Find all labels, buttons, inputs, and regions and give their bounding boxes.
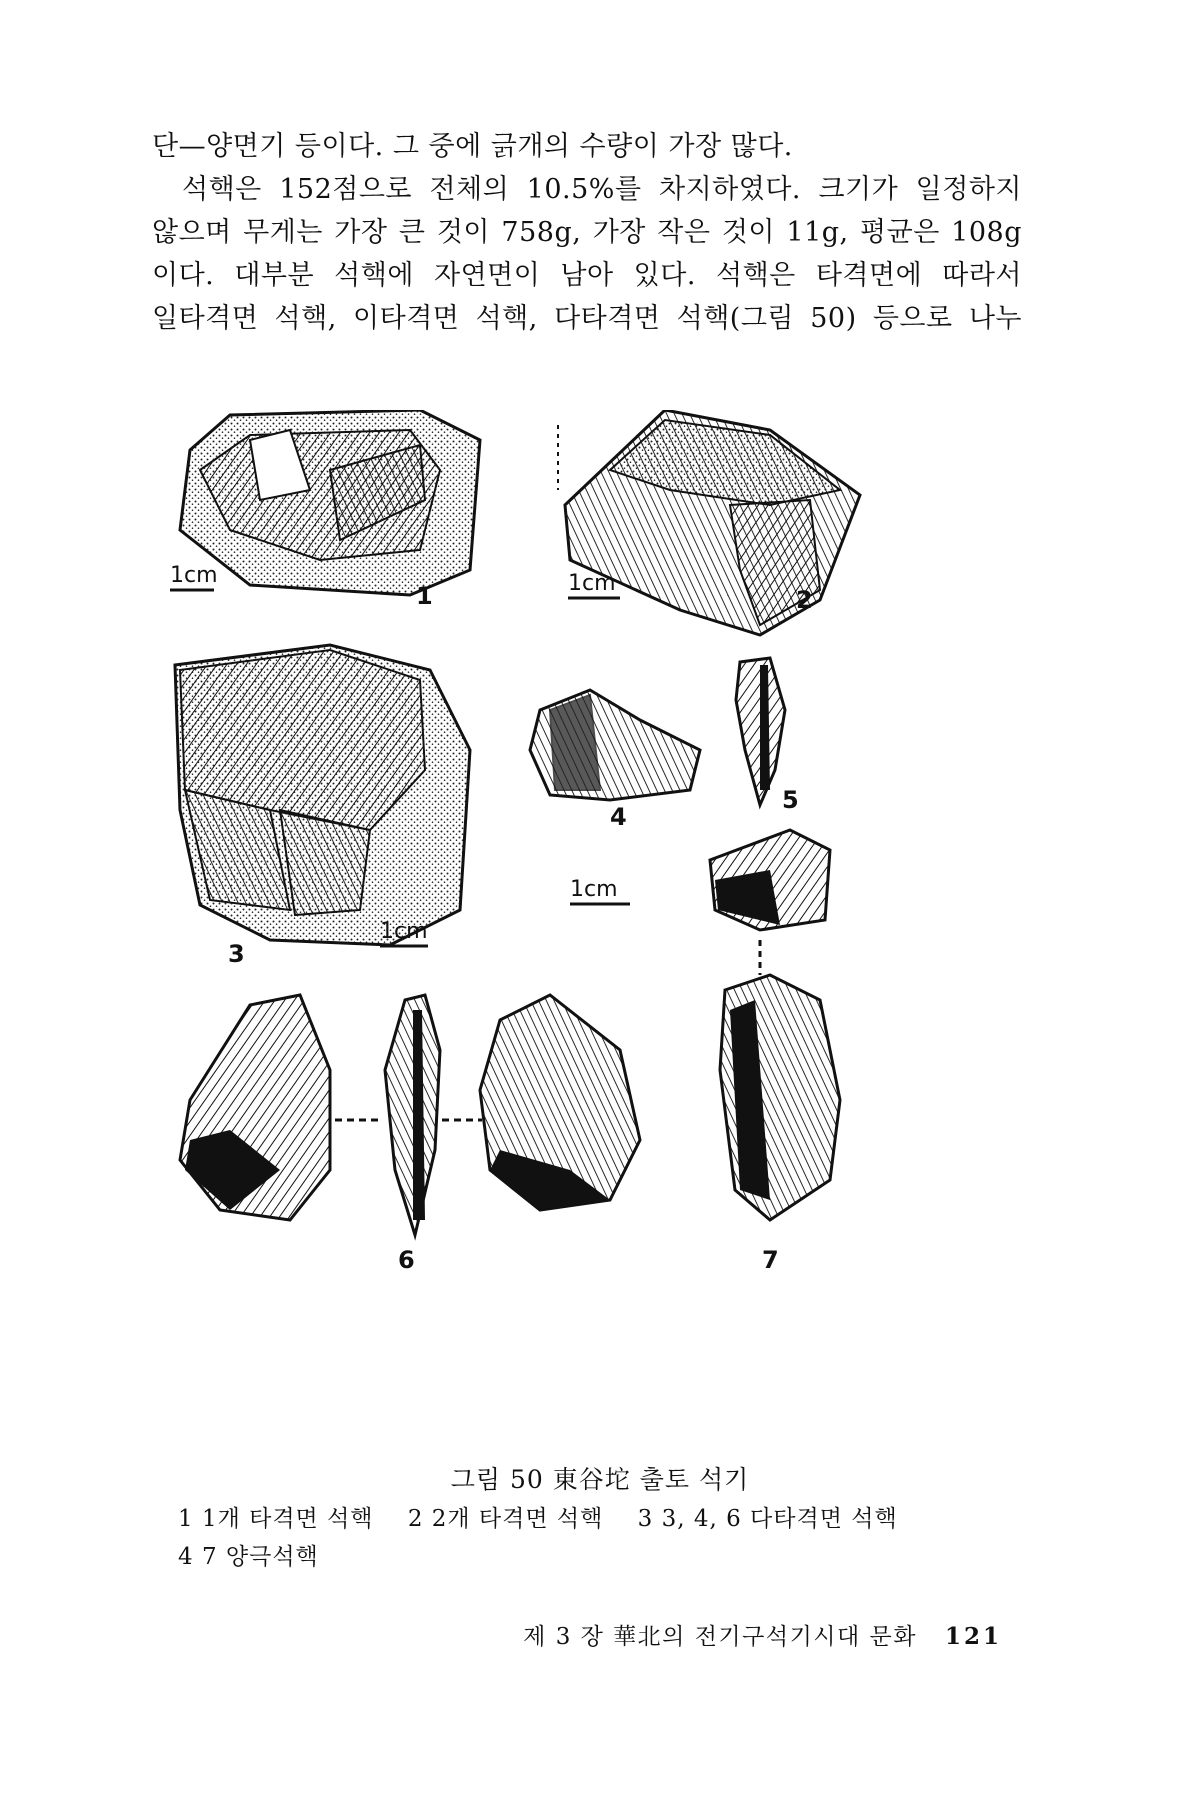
figure-legend	[178, 1500, 1008, 1576]
core-drawing-2	[558, 410, 860, 635]
scale-bar-label: 1cm	[568, 571, 616, 596]
figure-label-5: 5	[782, 786, 799, 814]
body-line: 석핵은 152점으로 전체의 10.5%를 차지하였다. 크기가 일정하지	[182, 174, 1022, 205]
core-drawing-7	[710, 830, 840, 1220]
stone-tools-drawing	[170, 410, 1030, 1430]
body-line: 일타격면 석핵, 이타격면 석핵, 다타격면 석핵(그림 50) 등으로 나누	[152, 303, 1022, 334]
legend-line-2	[178, 1538, 1008, 1576]
body-line: 않으며 무게는 가장 큰 것이 758g, 가장 작은 것이 11g, 평균은 108g	[152, 217, 1022, 248]
figure-label-3: 3	[228, 940, 245, 968]
body-line: 단—양면기 등이다. 그 중에 긁개의 수량이 가장 많다.	[152, 131, 793, 162]
scale-bar-label: 1cm	[170, 563, 218, 588]
figure-label-1: 1	[416, 582, 433, 610]
figure-caption: 그림 50 東谷坨 출토 석기	[450, 1465, 750, 1494]
legend-item: 3 3, 4, 6 다타격면 석핵	[637, 1506, 898, 1532]
core-drawing-1	[180, 410, 480, 595]
figure-label-6: 6	[398, 1246, 415, 1274]
scale-bar-label: 1cm	[570, 877, 618, 902]
figure-label-4: 4	[610, 803, 627, 831]
legend-item: 4 7 양극석핵	[178, 1544, 319, 1570]
legend-item: 1 1개 타격면 석핵	[178, 1506, 374, 1532]
page-number: 121	[944, 1623, 1002, 1650]
scale-bar-label: 1cm	[380, 919, 428, 944]
legend-line-1	[178, 1500, 1008, 1538]
figure-label-2: 2	[796, 586, 813, 614]
core-drawing-4	[530, 690, 700, 800]
core-drawing-5	[736, 658, 785, 805]
core-drawing-6	[180, 995, 640, 1235]
legend-item: 2 2개 타격면 석핵	[407, 1506, 604, 1532]
figure-label-7: 7	[762, 1246, 779, 1274]
chapter-title: 제 3 장 華北의 전기구석기시대 문화	[523, 1624, 917, 1650]
page-footer	[523, 1618, 1002, 1651]
core-drawing-3	[175, 645, 470, 945]
body-line: 이다. 대부분 석핵에 자연면이 남아 있다. 석핵은 타격면에 따라서	[152, 260, 1022, 291]
stone-tools-figure	[170, 410, 1030, 1430]
body-paragraph	[152, 125, 1022, 340]
